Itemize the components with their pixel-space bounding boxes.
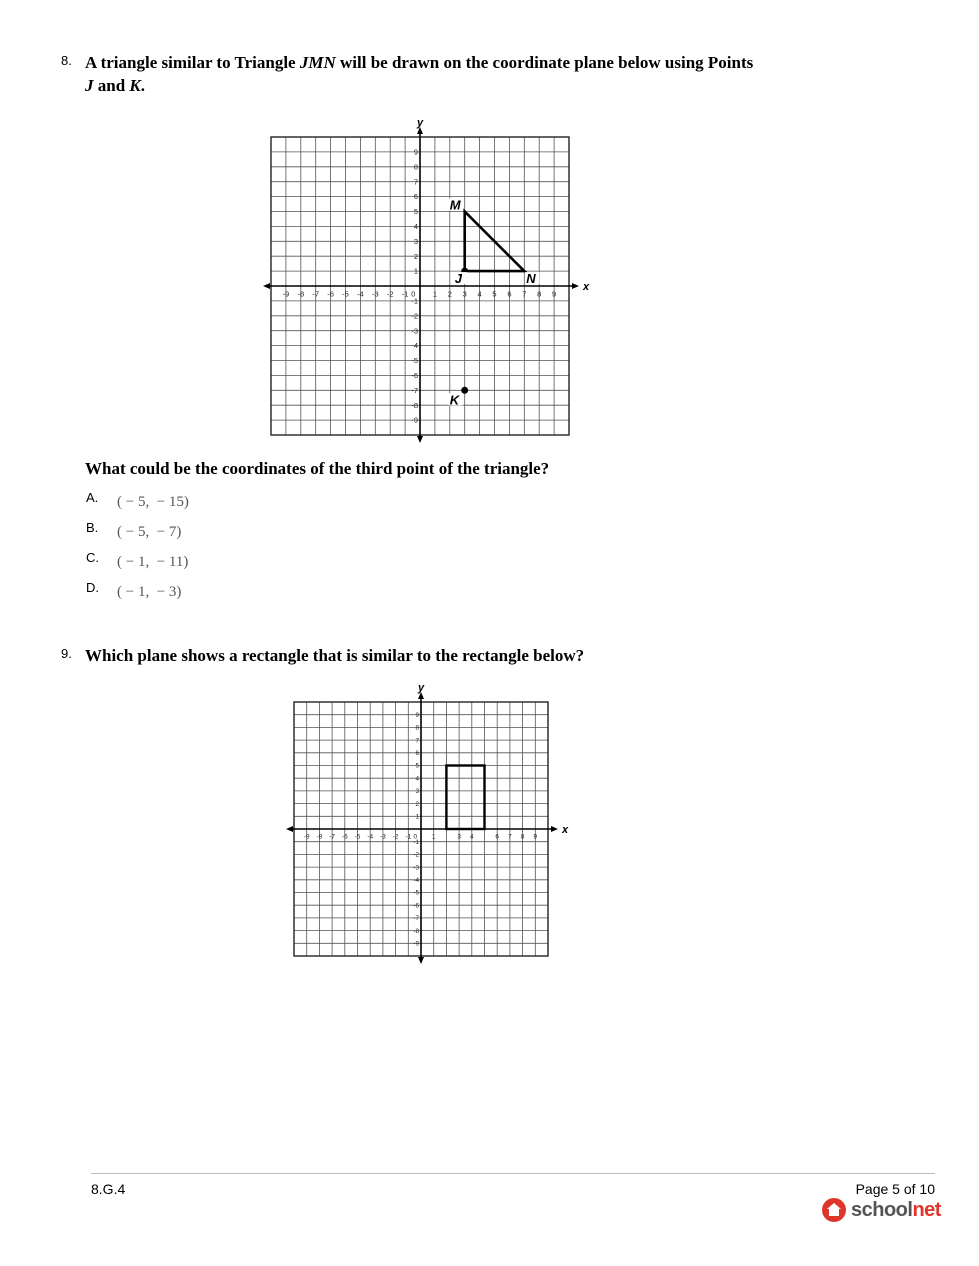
question-8-text bbox=[85, 51, 845, 97]
y-tick-label: -6 bbox=[411, 371, 418, 381]
y-tick-label: -9 bbox=[413, 940, 419, 948]
x-tick-label: 9 bbox=[552, 289, 557, 299]
x-tick-label: 1 bbox=[432, 289, 437, 299]
q9-coordinate-plane bbox=[288, 682, 569, 963]
x-tick-label: 6 bbox=[495, 833, 499, 841]
x-tick-label: -1 bbox=[405, 833, 412, 841]
x-tick-label: -5 bbox=[342, 289, 349, 299]
x-tick-label: 4 bbox=[477, 289, 482, 299]
x-tick-label: 6 bbox=[507, 289, 512, 299]
point-k-dot bbox=[461, 387, 468, 394]
x-tick-label: -6 bbox=[327, 289, 334, 299]
y-tick-label: 1 bbox=[413, 266, 418, 276]
choice-2-value[interactable]: ( − 5, − 7) bbox=[117, 524, 182, 540]
x-tick-label: -7 bbox=[329, 833, 335, 841]
y-tick-label: -5 bbox=[413, 889, 419, 897]
x-axis-arrow-right bbox=[572, 283, 579, 289]
x-tick-label: -8 bbox=[297, 289, 305, 299]
x-tick-label: -4 bbox=[367, 833, 374, 841]
point-k-label: K bbox=[449, 392, 460, 408]
x-tick-label: -2 bbox=[386, 289, 394, 299]
y-tick-label: -2 bbox=[411, 311, 418, 321]
footer-divider bbox=[91, 1173, 935, 1174]
point-n-label: N bbox=[526, 271, 536, 287]
y-tick-label: -4 bbox=[411, 341, 418, 351]
x-tick-label: 0 bbox=[413, 833, 418, 841]
y-tick-label: 7 bbox=[413, 177, 418, 187]
q9-graph-svg bbox=[288, 682, 569, 958]
x-tick-label: 3 bbox=[457, 833, 461, 841]
y-tick-label: -3 bbox=[411, 326, 418, 336]
point-m-label: M bbox=[449, 197, 461, 213]
choice-2-letter[interactable]: B. bbox=[86, 520, 99, 535]
x-axis-label: x bbox=[562, 824, 569, 836]
y-tick-label: -4 bbox=[413, 877, 419, 885]
y-tick-label: 9 bbox=[415, 711, 419, 719]
x-tick-label: -2 bbox=[392, 833, 399, 841]
q8-triangle-name: JMN bbox=[299, 53, 336, 72]
x-axis-arrow-right bbox=[551, 826, 558, 832]
y-tick-label: -8 bbox=[411, 400, 418, 410]
q8-graph-svg bbox=[262, 117, 590, 440]
q8-text-part4: . bbox=[140, 76, 146, 95]
footer-standard: 8.G.4 bbox=[91, 1181, 126, 1197]
choice-1-letter[interactable]: A. bbox=[86, 490, 99, 505]
y-tick-label: 3 bbox=[413, 236, 418, 246]
y-tick-label: 6 bbox=[413, 192, 418, 202]
q8-text-part2: will be drawn on the coordinate plane below using Points bbox=[335, 53, 754, 72]
x-tick-label: 1 bbox=[431, 833, 436, 841]
y-tick-label: -3 bbox=[413, 864, 419, 872]
q8-text-part1: A triangle similar to Triangle bbox=[85, 53, 300, 72]
x-tick-label: -3 bbox=[380, 833, 386, 841]
y-axis-arrow-down bbox=[417, 436, 423, 443]
x-axis-label: x bbox=[583, 281, 590, 293]
x-tick-label: -9 bbox=[303, 833, 310, 841]
x-tick-label: -4 bbox=[357, 289, 364, 299]
question-8-number: 8. bbox=[61, 53, 72, 68]
x-tick-label: -8 bbox=[316, 833, 323, 841]
y-tick-label: -2 bbox=[413, 851, 419, 859]
x-tick-label: 7 bbox=[508, 833, 512, 841]
x-tick-label: -1 bbox=[401, 289, 409, 299]
y-tick-label: 8 bbox=[415, 724, 419, 732]
y-axis-arrow-down bbox=[418, 957, 424, 964]
y-tick-label: 5 bbox=[415, 762, 419, 770]
y-tick-label: 2 bbox=[413, 251, 418, 261]
y-tick-label: 4 bbox=[415, 775, 419, 783]
y-tick-label: 8 bbox=[413, 162, 418, 172]
y-tick-label: 1 bbox=[415, 813, 419, 821]
logo-text-net: net bbox=[912, 1198, 941, 1221]
y-tick-label: -6 bbox=[413, 902, 419, 910]
x-tick-label: -6 bbox=[341, 833, 348, 841]
x-tick-label: -3 bbox=[371, 289, 379, 299]
y-axis-label: y bbox=[418, 682, 425, 694]
y-tick-label: -7 bbox=[411, 385, 418, 395]
logo-text-school: school bbox=[851, 1198, 913, 1221]
y-tick-label: -1 bbox=[413, 838, 419, 846]
y-tick-label: 4 bbox=[413, 222, 418, 232]
choice-3-value[interactable]: ( − 1, − 11) bbox=[117, 554, 189, 570]
x-axis-arrow-left bbox=[263, 283, 270, 289]
question-9-number: 9. bbox=[61, 646, 72, 661]
x-tick-label: 9 bbox=[533, 833, 538, 841]
q8-point-k: K bbox=[129, 76, 141, 95]
choice-3-letter[interactable]: C. bbox=[86, 550, 99, 565]
y-tick-label: 9 bbox=[413, 147, 418, 157]
y-axis-label: y bbox=[417, 117, 424, 129]
choice-1-value[interactable]: ( − 5, − 15) bbox=[117, 494, 189, 510]
y-tick-label: 7 bbox=[415, 737, 419, 745]
x-axis-arrow-left bbox=[286, 826, 293, 832]
x-tick-label: 2 bbox=[447, 289, 452, 299]
logo-wordmark bbox=[851, 1199, 941, 1222]
y-tick-label: -9 bbox=[411, 415, 418, 425]
y-tick-label: 5 bbox=[413, 207, 418, 217]
y-tick-label: -7 bbox=[413, 915, 419, 923]
x-tick-label: -5 bbox=[354, 833, 361, 841]
y-tick-label: -5 bbox=[411, 356, 418, 366]
footer-page-number: Page 5 of 10 bbox=[855, 1181, 935, 1197]
y-tick-label: 2 bbox=[415, 800, 419, 808]
x-tick-label: 5 bbox=[492, 289, 497, 299]
x-tick-label: 3 bbox=[462, 289, 467, 299]
house-icon bbox=[821, 1197, 847, 1223]
q8-point-j: J bbox=[85, 76, 94, 95]
question-8-prompt: What could be the coordinates of the third point of the triangle? bbox=[85, 459, 550, 478]
y-tick-label: -1 bbox=[411, 296, 418, 306]
x-tick-label: -7 bbox=[312, 289, 320, 299]
point-j-label: J bbox=[454, 271, 462, 287]
x-tick-label: -9 bbox=[282, 289, 290, 299]
schoolnet-logo bbox=[821, 1197, 941, 1223]
x-tick-label: 4 bbox=[470, 833, 474, 841]
question-9-text: Which plane shows a rectangle that is similar to the rectangle below? bbox=[85, 646, 585, 665]
x-tick-label: 8 bbox=[537, 289, 542, 299]
x-tick-label: 0 bbox=[411, 289, 416, 299]
rectangle-shape bbox=[446, 766, 484, 830]
x-tick-label: 8 bbox=[520, 833, 525, 841]
choice-4-letter[interactable]: D. bbox=[86, 580, 99, 595]
y-tick-label: -8 bbox=[413, 927, 419, 935]
y-tick-label: 6 bbox=[415, 750, 419, 758]
x-tick-label: 7 bbox=[522, 289, 527, 299]
q8-coordinate-plane bbox=[262, 117, 590, 445]
q8-text-part3: and bbox=[93, 76, 130, 95]
choice-4-value[interactable]: ( − 1, − 3) bbox=[117, 584, 182, 600]
y-tick-label: 3 bbox=[415, 788, 419, 796]
